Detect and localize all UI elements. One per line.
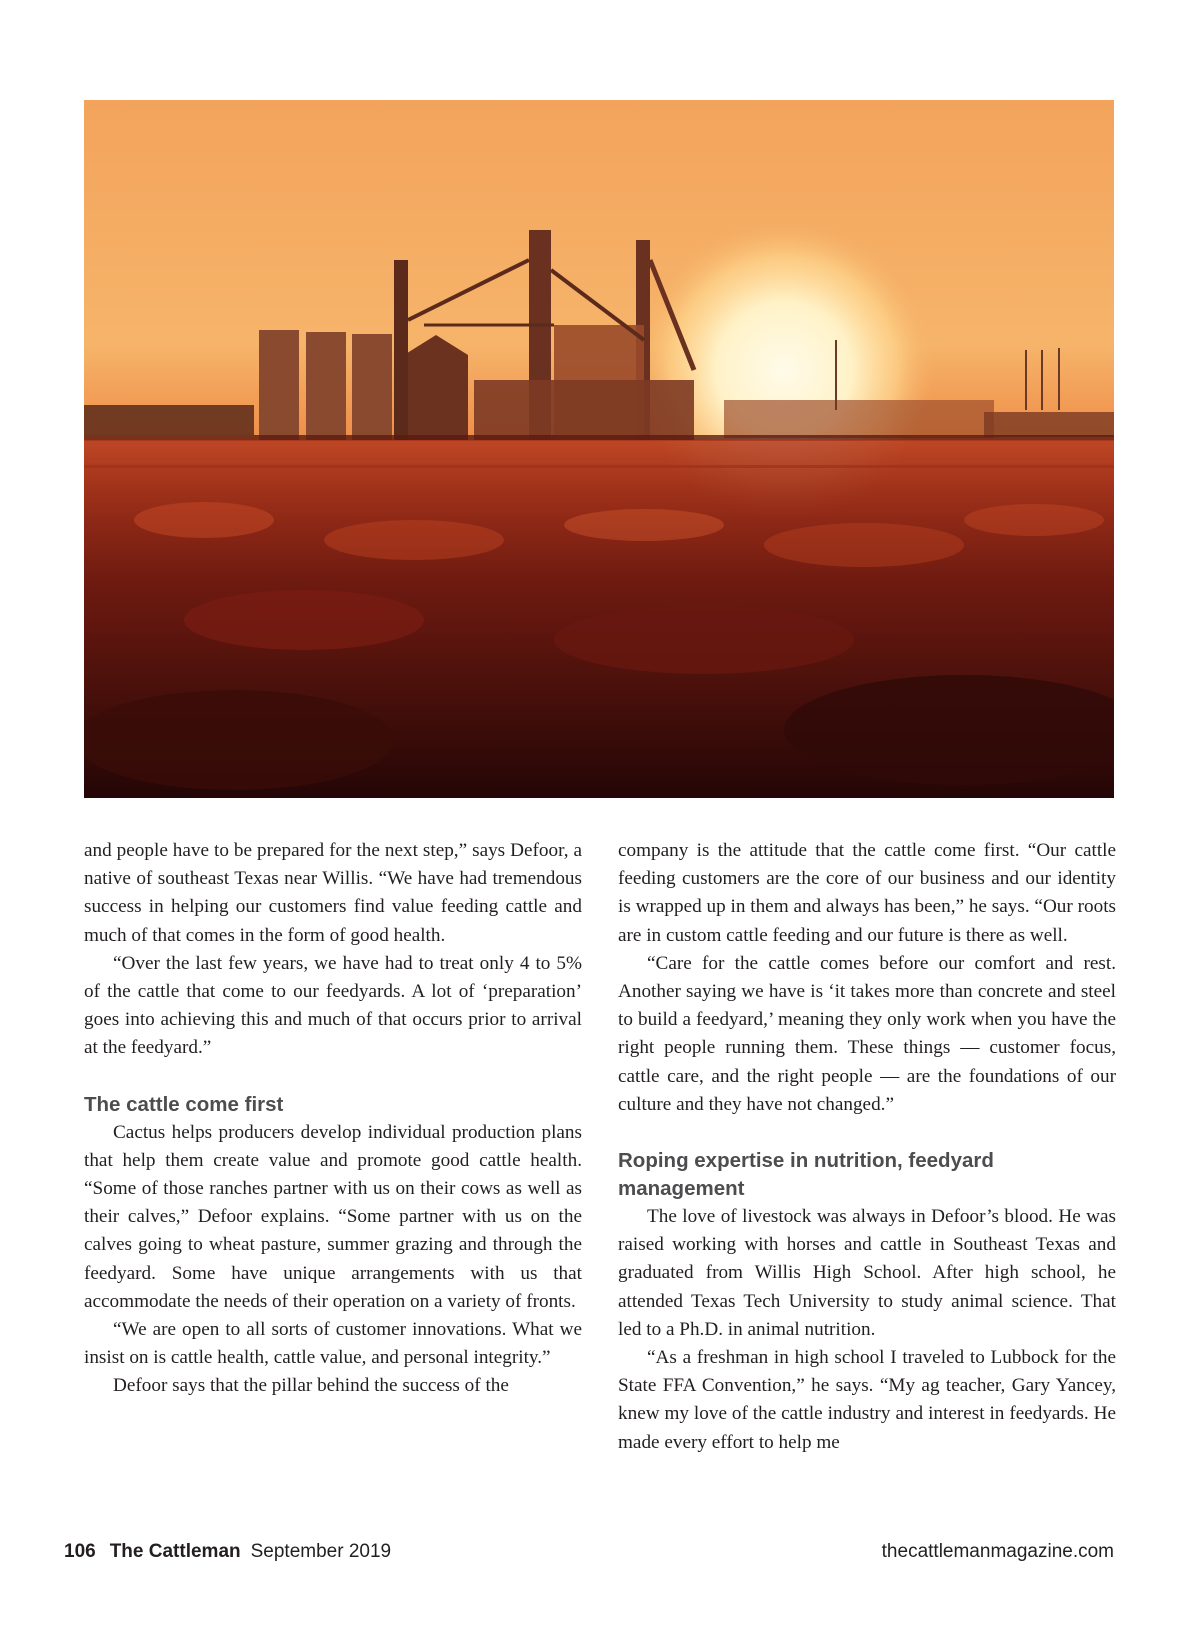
magazine-name: The Cattleman xyxy=(109,1541,241,1562)
body-paragraph: and people have to be prepared for the next step,” says Defoor, a native of southeast Texas near Willis. “We have had tremendous success in helping our customers find value feeding cattle and much of that comes in the form of good health. xyxy=(84,840,582,946)
issue-date: September 2019 xyxy=(250,1541,392,1562)
photo-illustration xyxy=(84,100,1114,798)
page-footer xyxy=(64,1541,1114,1571)
body-paragraph: “As a freshman in high school I traveled to Lubbock for the State FFA Convention,” he says. “My ag teacher, Gary Yancey, knew my love of the cattle industry and interest in feedyards. He made every effort to help me xyxy=(618,1347,1116,1453)
feedyard-sunset-photo xyxy=(84,100,1114,798)
section-heading: The cattle come first xyxy=(84,1092,284,1116)
website-url[interactable]: thecattlemanmagazine.com xyxy=(881,1541,1114,1562)
page-number: 106 xyxy=(64,1541,96,1562)
right-text-column xyxy=(618,837,1116,1457)
body-paragraph: “Care for the cattle comes before our comfort and rest. Another saying we have is ‘it takes more than concrete and steel to build a feedyard,’ meaning they only work when you have the right people running them. These things — customer focus, cattle care, and the right people — are the foundations of our culture and they have not changed.” xyxy=(618,952,1116,1115)
body-paragraph: company is the attitude that the cattle come first. “Our cattle feeding customers are the core of our business and our identity is wrapped up in them and always has been,” he says. “Our roots are in custom cattle feeding and our future is there as well. xyxy=(618,840,1116,946)
body-paragraph: “We are open to all sorts of customer innovations. What we insist on is cattle health, cattle value, and personal integrity.” xyxy=(84,1319,582,1369)
body-paragraph: Cactus helps producers develop individual production plans that help them create value and promote good cattle health. “Some of those ranches partner with us on their cows as well as their calves,” Defoor explains. “Some partner with us on the calves going to wheat pasture, summer grazing and through the feedyard. Some have unique arrangements with us that accommodate the needs of their operation on a variety of fronts. xyxy=(84,1121,582,1312)
section-heading: Roping expertise in nutrition, feedyard management xyxy=(618,1149,994,1201)
left-text-column xyxy=(84,837,582,1401)
body-paragraph: Defoor says that the pillar behind the success of the xyxy=(113,1375,509,1397)
body-paragraph: The love of livestock was always in Defoor’s blood. He was raised working with horses and cattle in Southeast Texas and graduated from Willis High School. After high school, he attended Texas Tech University to study animal science. That led to a Ph.D. in animal nutrition. xyxy=(618,1206,1116,1340)
body-paragraph: “Over the last few years, we have had to treat only 4 to 5% of the cattle that come to our feedyards. A lot of ‘preparation’ goes into achieving this and much of that occurs prior to arrival at the feedyard.” xyxy=(84,952,582,1059)
